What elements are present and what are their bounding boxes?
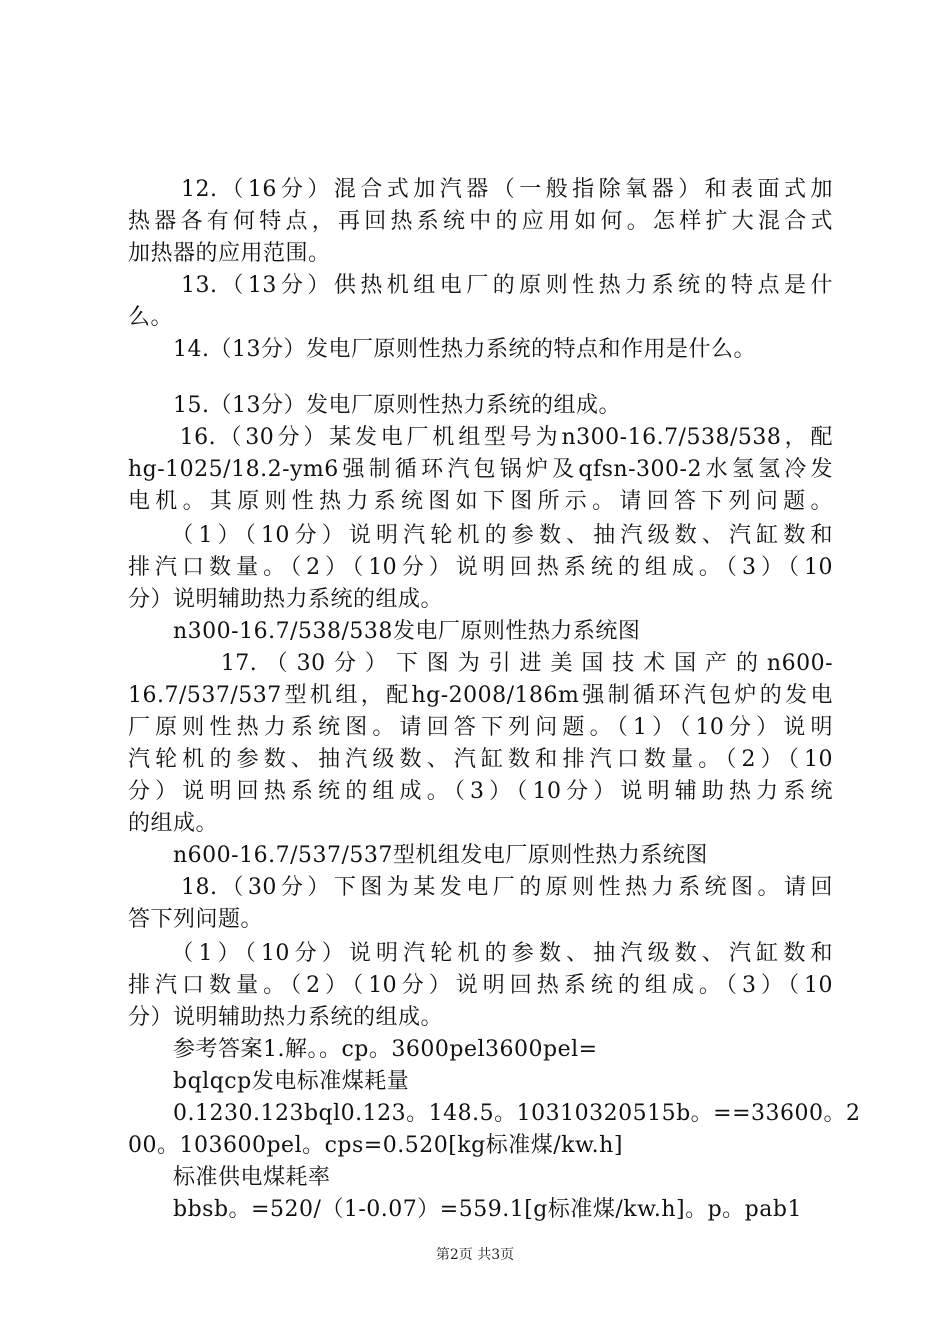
text-line: hg-1025/18.2-ym6强制循环汽包锅炉及qfsn-300-2水氢氢冷发 bbox=[128, 457, 833, 482]
text-line: 么。 bbox=[128, 305, 174, 330]
text-line: n300-16.7/538/538发电厂原则性热力系统图 bbox=[128, 619, 641, 644]
text-line: 加热器的应用范围。 bbox=[128, 241, 331, 266]
text-line: 16.7/537/537型机组，配hg-2008/186m强制循环汽包炉的发电 bbox=[128, 683, 833, 708]
text-line: 分）说明回热系统的组成。（3）（10分）说明辅助热力系统 bbox=[128, 779, 833, 804]
text-line: 厂原则性热力系统图。请回答下列问题。（1）（10分）说明 bbox=[128, 715, 833, 740]
text-line: bqlqcp发电标准煤耗量 bbox=[128, 1069, 410, 1094]
text-line: 排汽口数量。（2）（10分）说明回热系统的组成。（3）（10 bbox=[128, 555, 833, 580]
text-line: （1）（10分）说明汽轮机的参数、抽汽级数、汽缸数和 bbox=[128, 941, 833, 966]
text-line: 的组成。 bbox=[128, 811, 219, 836]
text-line: 电机。其原则性热力系统图如下图所示。请回答下列问题。 bbox=[128, 489, 833, 514]
text-line: 热器各有何特点，再回热系统中的应用如何。怎样扩大混合式 bbox=[128, 209, 833, 234]
text-line: 13.（13分）供热机组电厂的原则性热力系统的特点是什 bbox=[128, 273, 833, 298]
text-line: 排汽口数量。（2）（10分）说明回热系统的组成。（3）（10 bbox=[128, 973, 833, 998]
text-line: 答下列问题。 bbox=[128, 907, 264, 932]
text-line: 参考答案1.解。。cp。3600pel3600pel= bbox=[128, 1037, 598, 1062]
text-line: 17.（30分）下图为引进美国技术国产的n600- bbox=[128, 651, 833, 676]
text-line: 分）说明辅助热力系统的组成。 bbox=[128, 587, 444, 612]
text-line: 分）说明辅助热力系统的组成。 bbox=[128, 1005, 444, 1030]
text-line: 18.（30分）下图为某发电厂的原则性热力系统图。请回 bbox=[128, 875, 833, 900]
page-footer: 第2页 共3页 bbox=[435, 1247, 515, 1263]
text-line: 12.（16分）混合式加汽器（一般指除氧器）和表面式加 bbox=[128, 177, 833, 202]
text-line: 15.（13分）发电厂原则性热力系统的组成。 bbox=[128, 393, 621, 418]
text-line: 汽轮机的参数、抽汽级数、汽缸数和排汽口数量。（2）（10 bbox=[128, 747, 833, 772]
text-line: n600-16.7/537/537型机组发电厂原则性热力系统图 bbox=[128, 843, 708, 868]
text-line: 标准供电煤耗率 bbox=[128, 1165, 331, 1190]
text-line: bbsb。=520/（1-0.07）=559.1[g标准煤/kw.h]。p。pab1 bbox=[128, 1197, 802, 1222]
text-line: 16.（30分）某发电厂机组型号为n300-16.7/538/538，配 bbox=[128, 425, 833, 450]
text-line: 14.（13分）发电厂原则性热力系统的特点和作用是什么。 bbox=[128, 337, 756, 362]
text-line: （1）（10分）说明汽轮机的参数、抽汽级数、汽缸数和 bbox=[128, 523, 833, 548]
text-line: 0.1230.123bql0.123。148.5。10310320515b。==33600。2 bbox=[128, 1101, 861, 1126]
text-line: 00。103600pel。cps=0.520[kg标准煤/kw.h] bbox=[128, 1133, 623, 1158]
